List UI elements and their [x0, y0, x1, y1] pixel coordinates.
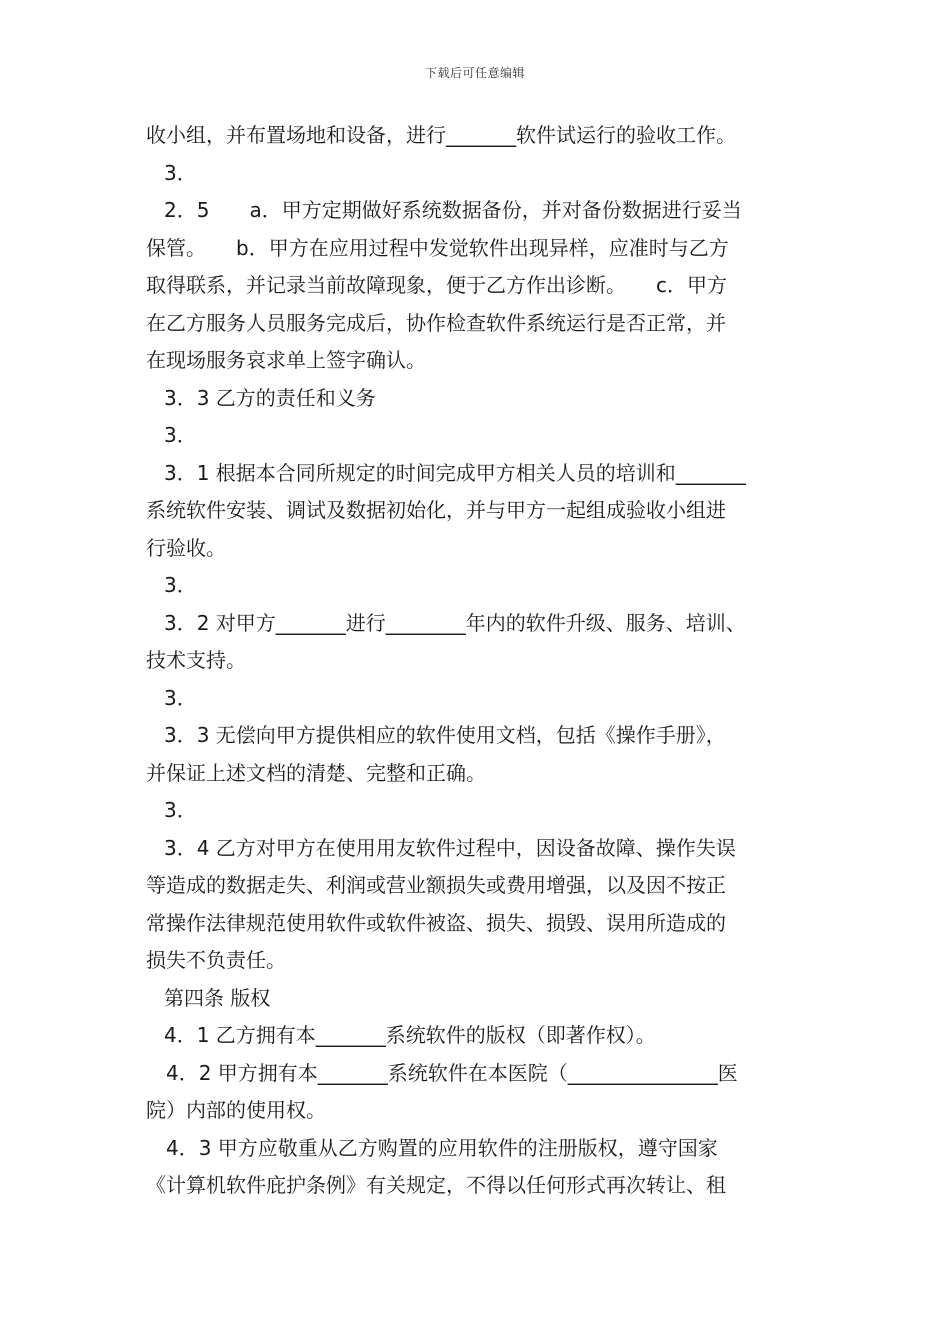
text-line: 3．2 对甲方_______进行________年内的软件升级、服务、培训、	[164, 610, 746, 635]
text-line: 保管。 b．甲方在应用过程中发觉软件出现异样，应准时与乙方	[146, 235, 729, 260]
text-line: 系统软件安装、调试及数据初始化，并与甲方一起组成验收小组进	[146, 498, 726, 522]
text-line: 3．3 无偿向甲方提供相应的软件使用文档，包括《操作手册》，	[164, 723, 726, 747]
text-line: 第四条 版权	[164, 985, 271, 1010]
text-line: 院）内部的使用权。	[146, 1098, 326, 1122]
text-line: 3．3 乙方的责任和义务	[164, 385, 376, 410]
text-line: 《计算机软件庇护条例》有关规定，不得以任何形式再次转让、租	[146, 1173, 726, 1197]
text-line: 等造成的数据走失、利润或营业额损失或费用增强，以及因不按正	[146, 873, 726, 897]
text-line: 3．	[164, 685, 197, 710]
text-line: 常操作法律规范使用软件或软件被盗、损失、损毁、误用所造成的	[146, 910, 726, 935]
text-line: 3．	[164, 573, 197, 597]
text-line: 在乙方服务人员服务完成后，协作检查软件系统运行是否正常，并	[146, 310, 726, 335]
text-line: 3．1 根据本合同所规定的时间完成甲方相关人员的培训和_______	[164, 460, 746, 485]
text-line: 收小组，并布置场地和设备，进行_______软件试运行的验收工作。	[146, 123, 736, 147]
text-line: 并保证上述文档的清楚、完整和正确。	[146, 760, 486, 785]
text-line: 3．4 乙方对甲方在使用用友软件过程中，因设备故障、操作失误	[164, 835, 736, 860]
text-line: 行验收。	[146, 535, 226, 560]
text-line: 3．	[164, 798, 197, 822]
text-line: 3．	[164, 423, 197, 447]
text-line: 技术支持。	[146, 648, 246, 672]
text-line: 3．	[164, 160, 197, 185]
text-line: 4．3 甲方应敬重从乙方购置的应用软件的注册版权，遵守国家	[166, 1135, 718, 1160]
page-header: 下载后可任意编辑	[424, 66, 525, 80]
text-line: 2．5 a．甲方定期做好系统数据备份，并对备份数据进行妥当	[164, 198, 742, 222]
document-body	[146, 117, 808, 1205]
text-line: 4．1 乙方拥有本_______系统软件的版权（即著作权）。	[164, 1023, 656, 1047]
text-line: 在现场服务哀求单上签字确认。	[146, 348, 426, 372]
text-line: 损失不负责任。	[146, 948, 286, 972]
text-line: 取得联系，并记录当前故障现象，便于乙方作出诊断。 c．甲方	[146, 273, 727, 297]
text-line: 4．2 甲方拥有本_______系统软件在本医院（_______________医	[166, 1060, 738, 1085]
